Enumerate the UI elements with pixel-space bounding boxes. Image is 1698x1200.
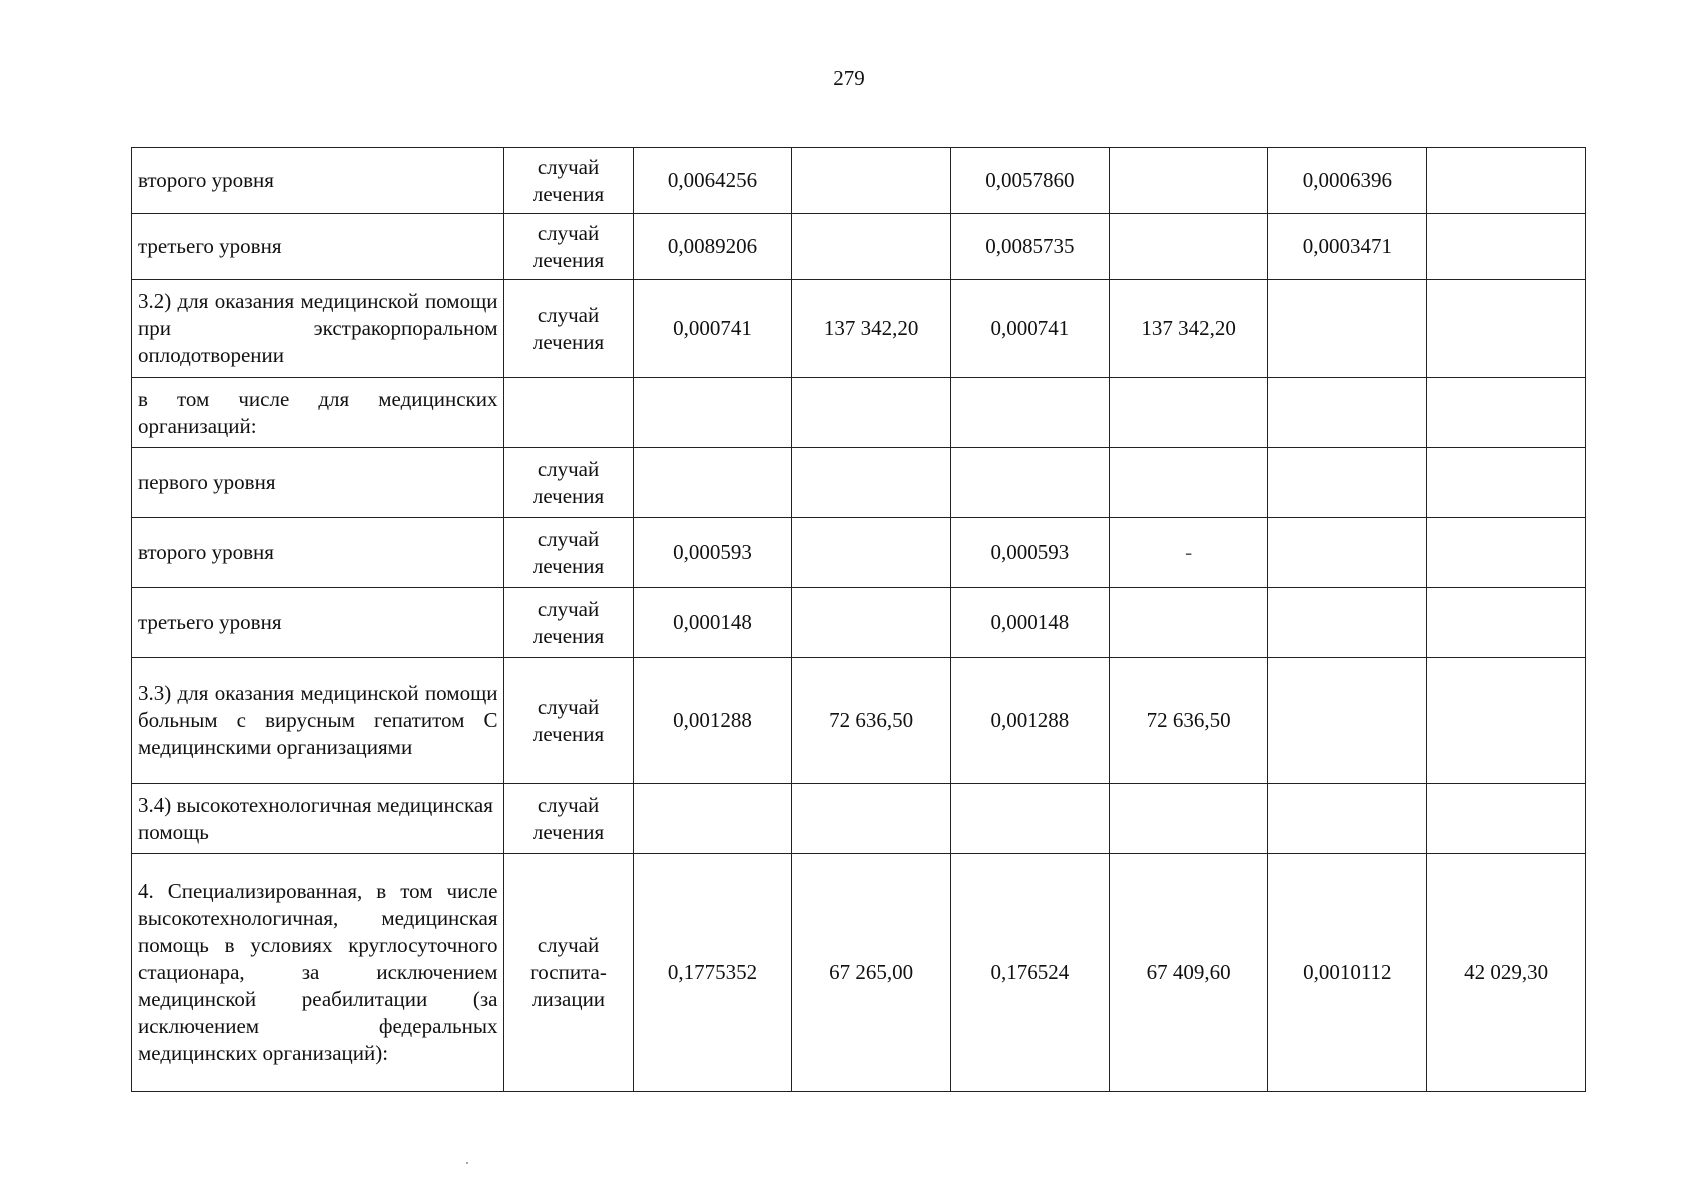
table-row bbox=[132, 378, 1586, 448]
value-cell bbox=[1268, 518, 1427, 588]
table-row bbox=[132, 214, 1586, 280]
value-cell bbox=[1427, 280, 1586, 378]
value-cell: 137 342,20 bbox=[792, 280, 951, 378]
value-cell bbox=[792, 214, 951, 280]
value-cell: 0,1775352 bbox=[633, 854, 792, 1092]
value-cell bbox=[951, 448, 1110, 518]
row-name: 3.4) высокотехнологичная медицинская помощь bbox=[132, 784, 504, 854]
data-table bbox=[131, 147, 1586, 1092]
value-cell bbox=[1109, 148, 1268, 214]
value-cell bbox=[1427, 448, 1586, 518]
value-cell: 72 636,50 bbox=[1109, 658, 1268, 784]
value-cell bbox=[1268, 658, 1427, 784]
value-cell: 137 342,20 bbox=[1109, 280, 1268, 378]
row-unit: случай лечения bbox=[504, 588, 633, 658]
value-cell bbox=[1427, 378, 1586, 448]
value-cell bbox=[792, 588, 951, 658]
value-cell: 72 636,50 bbox=[792, 658, 951, 784]
row-unit: случай лечения bbox=[504, 214, 633, 280]
row-name: третьего уровня bbox=[132, 588, 504, 658]
row-unit: случай лечения bbox=[504, 280, 633, 378]
value-cell bbox=[1427, 518, 1586, 588]
row-unit: случай лечения bbox=[504, 784, 633, 854]
value-cell bbox=[633, 378, 792, 448]
table-row bbox=[132, 148, 1586, 214]
value-cell bbox=[1109, 378, 1268, 448]
value-cell: 0,0010112 bbox=[1268, 854, 1427, 1092]
value-cell: 67 409,60 bbox=[1109, 854, 1268, 1092]
value-cell bbox=[1427, 588, 1586, 658]
row-name: первого уровня bbox=[132, 448, 504, 518]
table-row bbox=[132, 448, 1586, 518]
row-unit: случай госпита-лизации bbox=[504, 854, 633, 1092]
value-cell bbox=[1268, 784, 1427, 854]
value-cell: 0,001288 bbox=[951, 658, 1110, 784]
value-cell bbox=[1427, 214, 1586, 280]
value-cell bbox=[792, 378, 951, 448]
value-cell bbox=[792, 784, 951, 854]
value-cell bbox=[1268, 378, 1427, 448]
row-unit: случай лечения bbox=[504, 518, 633, 588]
value-cell bbox=[1427, 784, 1586, 854]
value-cell: 0,0085735 bbox=[951, 214, 1110, 280]
value-cell bbox=[1109, 784, 1268, 854]
row-unit: случай лечения bbox=[504, 148, 633, 214]
value-cell bbox=[1109, 448, 1268, 518]
value-cell bbox=[792, 148, 951, 214]
row-name: 3.3) для оказания медицинской помощи больным с вирусным гепатитом С медицинскими организациями bbox=[132, 658, 504, 784]
value-cell: 0,000148 bbox=[633, 588, 792, 658]
value-cell: 0,0064256 bbox=[633, 148, 792, 214]
value-cell: - bbox=[1109, 518, 1268, 588]
value-cell: 0,000593 bbox=[633, 518, 792, 588]
row-name: второго уровня bbox=[132, 148, 504, 214]
value-cell bbox=[1427, 148, 1586, 214]
table-row bbox=[132, 280, 1586, 378]
row-name: в том числе для медицинских организаций: bbox=[132, 378, 504, 448]
value-cell: 0,0003471 bbox=[1268, 214, 1427, 280]
table-row bbox=[132, 854, 1586, 1092]
value-cell bbox=[1427, 658, 1586, 784]
value-cell bbox=[792, 448, 951, 518]
value-cell bbox=[1268, 448, 1427, 518]
value-cell bbox=[951, 784, 1110, 854]
row-unit: случай лечения bbox=[504, 448, 633, 518]
value-cell: 0,001288 bbox=[633, 658, 792, 784]
scan-speck bbox=[466, 1162, 468, 1164]
value-cell: 0,0057860 bbox=[951, 148, 1110, 214]
table-row bbox=[132, 518, 1586, 588]
value-cell bbox=[1109, 588, 1268, 658]
value-cell bbox=[792, 518, 951, 588]
value-cell: 0,000741 bbox=[951, 280, 1110, 378]
row-name: третьего уровня bbox=[132, 214, 504, 280]
row-name: 3.2) для оказания медицинской помощи при экстракорпоральном оплодотворении bbox=[132, 280, 504, 378]
value-cell bbox=[1109, 214, 1268, 280]
table-row bbox=[132, 658, 1586, 784]
row-unit: случай лечения bbox=[504, 658, 633, 784]
row-unit bbox=[504, 378, 633, 448]
value-cell: 0,0089206 bbox=[633, 214, 792, 280]
value-cell: 0,000593 bbox=[951, 518, 1110, 588]
value-cell bbox=[951, 378, 1110, 448]
value-cell bbox=[1268, 588, 1427, 658]
table-row bbox=[132, 784, 1586, 854]
value-cell: 0,000148 bbox=[951, 588, 1110, 658]
table-row bbox=[132, 588, 1586, 658]
value-cell: 0,176524 bbox=[951, 854, 1110, 1092]
value-cell bbox=[633, 448, 792, 518]
value-cell: 42 029,30 bbox=[1427, 854, 1586, 1092]
page-number: 279 bbox=[833, 66, 865, 90]
value-cell: 0,0006396 bbox=[1268, 148, 1427, 214]
value-cell: 0,000741 bbox=[633, 280, 792, 378]
value-cell bbox=[1268, 280, 1427, 378]
value-cell: 67 265,00 bbox=[792, 854, 951, 1092]
row-name: второго уровня bbox=[132, 518, 504, 588]
value-cell bbox=[633, 784, 792, 854]
row-name: 4. Специализированная, в том числе высокотехнологичная, медицинская помощь в условиях круглосуточного стационара, за исключением медицинской реабилитации (за исключением федеральных медицинских организаций): bbox=[132, 854, 504, 1092]
